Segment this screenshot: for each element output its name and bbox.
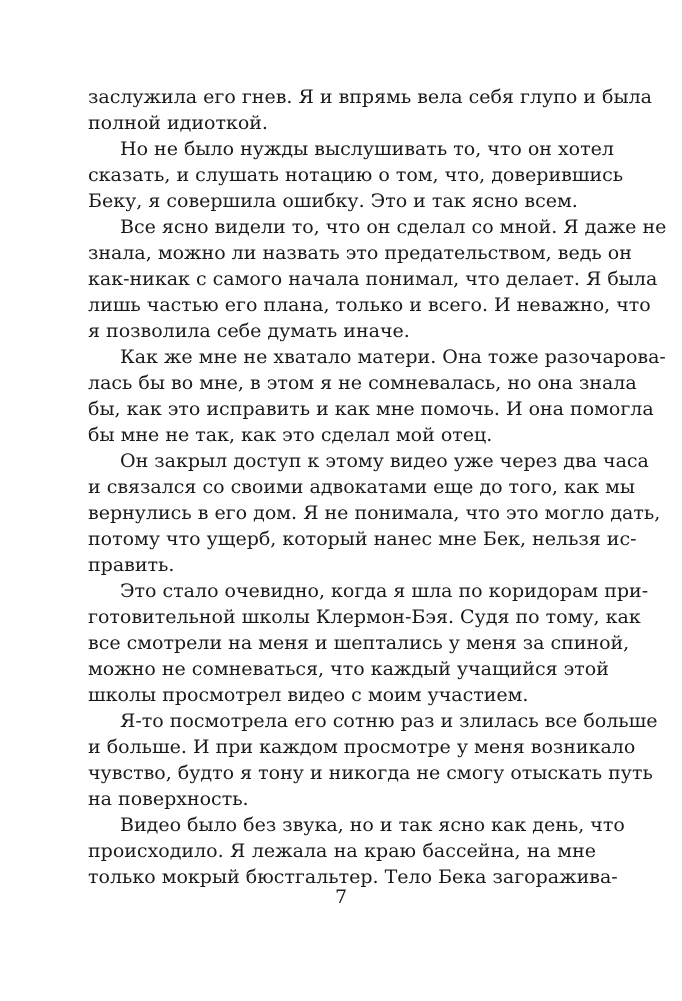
text-line: править. — [88, 554, 175, 576]
text-line: чувство, будто я тону и никогда не смогу отыскать путь — [88, 762, 653, 784]
text-line: Но не было нужды выслушивать то, что он хотел — [120, 138, 614, 160]
paragraph — [88, 214, 667, 344]
page-number: 7 — [334, 886, 348, 908]
body-text — [88, 84, 667, 890]
text-line: готовительной школы Клермон-Бэя. Судя по тому, как — [88, 606, 641, 628]
paragraph — [88, 84, 652, 136]
text-line: бы, как это исправить и как мне помочь. И она помогла — [88, 398, 654, 420]
text-line: лась бы во мне, в этом я не сомневалась, но она знала — [88, 372, 637, 394]
paragraph — [88, 448, 661, 578]
paragraph — [88, 708, 658, 812]
text-line: потому что ущерб, который нанес мне Бек, нельзя ис- — [88, 528, 637, 550]
text-line: лишь частью его плана, только и всего. И неважно, что — [88, 294, 651, 316]
text-line: вернулись в его дом. Я не понимала, что это могло дать, — [88, 502, 661, 524]
text-line: Это стало очевидно, когда я шла по коридорам при- — [120, 580, 649, 602]
text-line: Все ясно видели то, что он сделал со мной. Я даже не — [120, 216, 667, 238]
text-line: Видео было без звука, но и так ясно как день, что — [120, 814, 625, 836]
text-line: и больше. И при каждом просмотре у меня возникало — [88, 736, 636, 758]
paragraph — [88, 344, 666, 448]
text-line: можно не сомневаться, что каждый учащийся этой — [88, 658, 609, 680]
text-line: сказать, и слушать нотацию о том, что, доверившись — [88, 164, 624, 186]
text-line: школы просмотрел видео с моим участием. — [88, 684, 529, 706]
text-line: я позволила себе думать иначе. — [88, 320, 410, 342]
text-line: заслужила его гнев. Я и впрямь вела себя глупо и была — [88, 86, 652, 108]
paragraph — [88, 136, 624, 214]
text-line: Я-то посмотрела его сотню раз и злилась все больше — [120, 710, 658, 732]
text-line: полной идиоткой. — [88, 112, 268, 134]
text-line: Беку, я совершила ошибку. Это и так ясно всем. — [88, 190, 578, 212]
text-line: как-никак с самого начала понимал, что делает. Я была — [88, 268, 658, 290]
text-line: Он закрыл доступ к этому видео уже через два часа — [120, 450, 649, 472]
text-line: знала, можно ли назвать это предательством, ведь он — [88, 242, 632, 264]
paragraph — [88, 812, 625, 890]
text-line: все смотрели на меня и шептались у меня за спиной, — [88, 632, 630, 654]
text-line: происходило. Я лежала на краю бассейна, на мне — [88, 840, 596, 862]
text-line: Как же мне не хватало матери. Она тоже разочарова- — [120, 346, 666, 368]
text-line: бы мне не так, как это сделал мой отец. — [88, 424, 493, 446]
text-line: только мокрый бюстгальтер. Тело Бека загоражива- — [88, 866, 618, 888]
text-line: и связался со своими адвокатами еще до того, как мы — [88, 476, 635, 498]
paragraph — [88, 578, 649, 708]
text-line: на поверхность. — [88, 788, 249, 810]
